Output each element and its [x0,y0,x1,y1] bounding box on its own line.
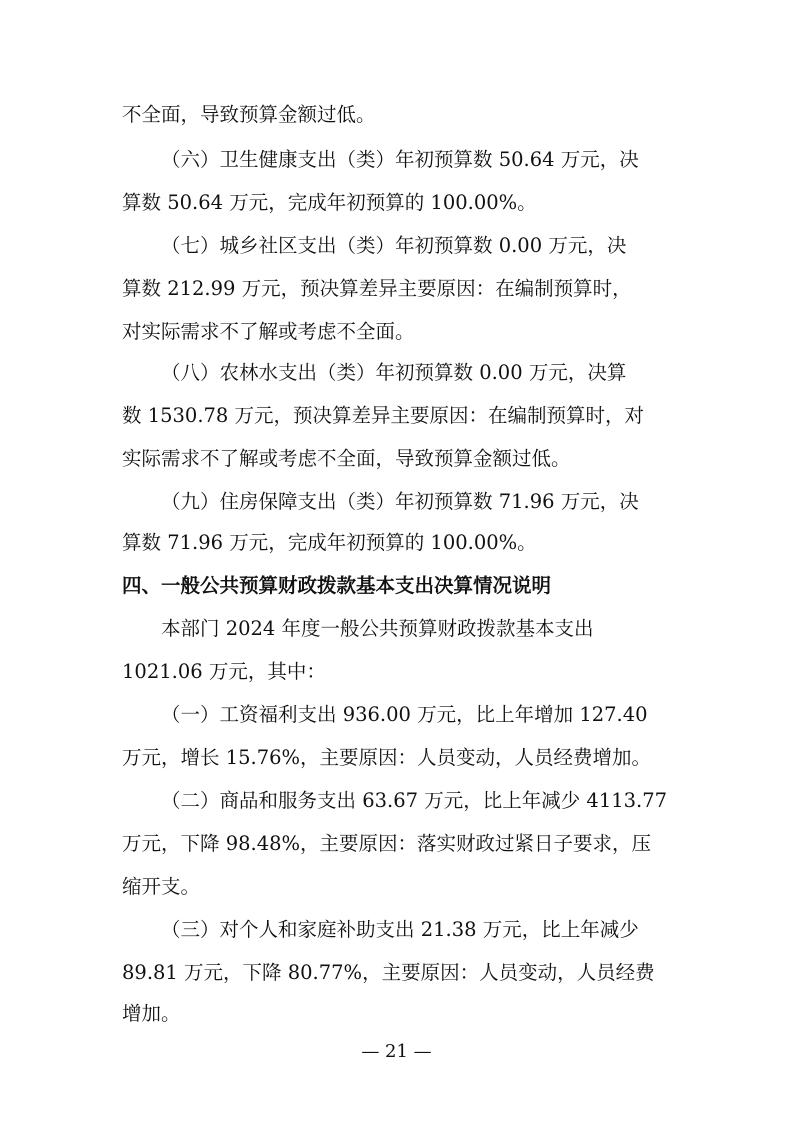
section-heading: 四、一般公共预算财政拨款基本支出决算情况说明 [122,574,552,597]
text-line-10: （九）住房保障支出（类）年初预算数 71.96 万元，决 [161,490,639,513]
text-line-7: （八）农林水支出（类）年初预算数 0.00 万元，决算 [161,361,627,384]
text-line-13: 本部门 2024 年度一般公共预算财政拨款基本支出 [161,617,594,640]
text-line-5: 算数 212.99 万元，预决算差异主要原因：在编制预算时， [122,277,632,300]
text-line-17: （二）商品和服务支出 63.67 万元，比上年减少 4113.77 [161,789,668,812]
text-line-14: 1021.06 万元，其中： [122,660,326,683]
text-line-3: 算数 50.64 万元，完成年初预算的 100.00%。 [122,191,537,214]
text-line-15: （一）工资福利支出 936.00 万元，比上年增加 127.40 [161,703,648,726]
text-line-20: （三）对个人和家庭补助支出 21.38 万元，比上年减少 [161,918,639,941]
text-line-9: 实际需求不了解或考虑不全面，导致预算金额过低。 [122,447,571,470]
text-line-8: 数 1530.78 万元，预决算差异主要原因：在编制预算时，对 [122,404,645,427]
text-line-1: 不全面，导致预算金额过低。 [122,103,376,126]
text-line-19: 缩开支。 [122,875,201,898]
text-line-21: 89.81 万元，下降 80.77%，主要原因：人员变动，人员经费 [122,961,655,984]
text-line-2: （六）卫生健康支出（类）年初预算数 50.64 万元，决 [161,148,639,171]
text-line-4: （七）城乡社区支出（类）年初预算数 0.00 万元，决 [161,234,627,257]
text-line-16: 万元，增长 15.76%，主要原因：人员变动，人员经费增加。 [122,746,652,769]
page-number: — 21 — [361,1041,432,1062]
text-line-11: 算数 71.96 万元，完成年初预算的 100.00%。 [122,531,537,554]
text-line-6: 对实际需求不了解或考虑不全面。 [122,320,415,343]
text-line-22: 增加。 [122,1002,181,1025]
text-line-18: 万元，下降 98.48%，主要原因：落实财政过紧日子要求，压 [122,832,652,855]
